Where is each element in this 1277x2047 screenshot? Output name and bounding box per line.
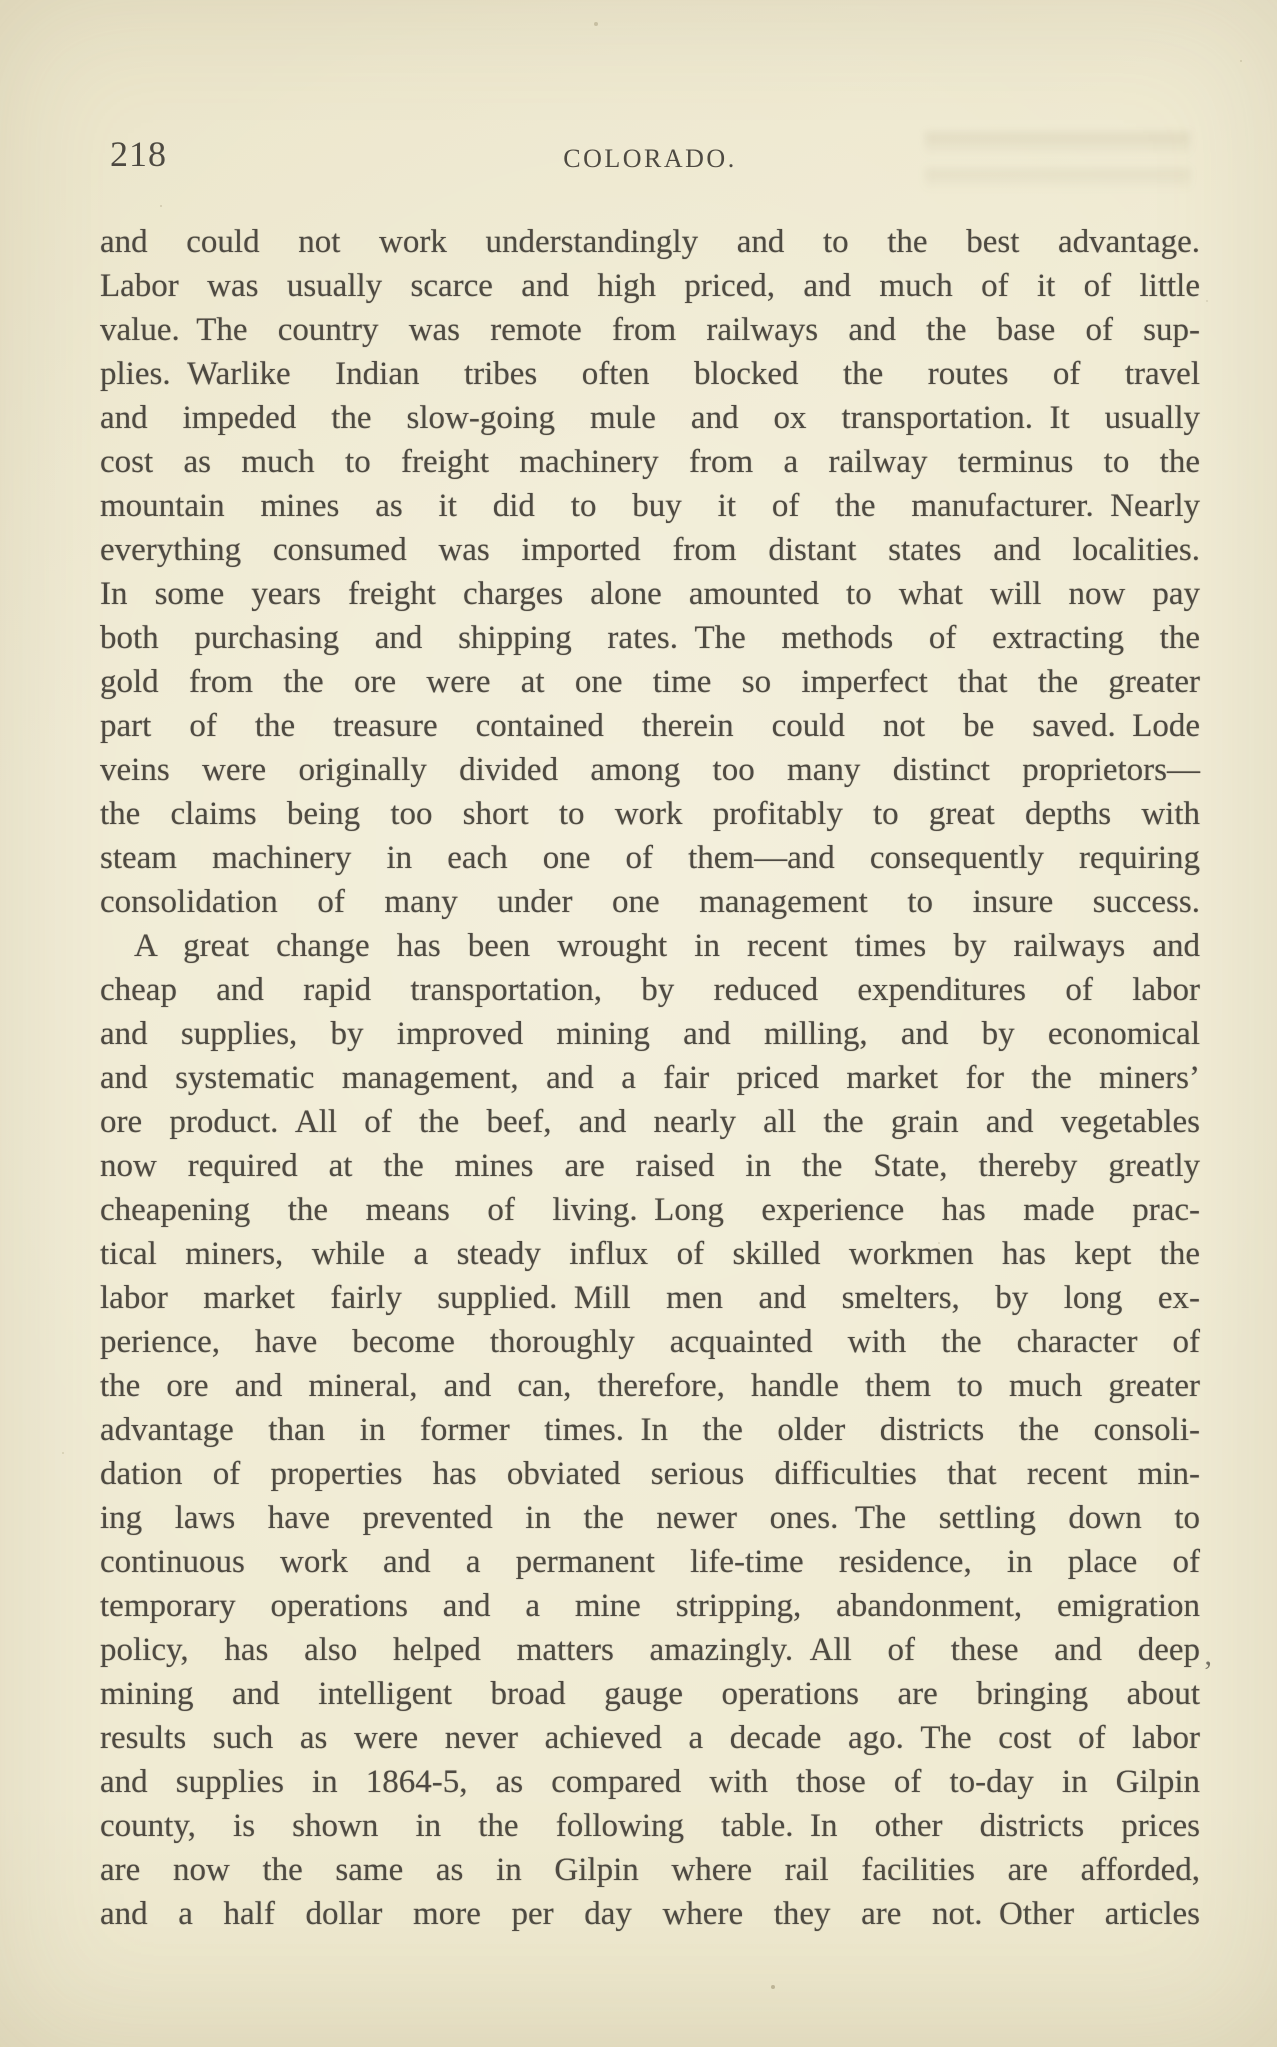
text-line: mining and intelligent broad gauge operations are bringing about (100, 1676, 1200, 1712)
text-line: labor market fairly supplied. Mill men and smelters, by long ex- (100, 1280, 1200, 1316)
text-line: and supplies, by improved mining and milling, and by economical (100, 1016, 1200, 1052)
text-block (100, 220, 1200, 1936)
text-line: Labor was usually scarce and high priced, and much of it of little (100, 268, 1200, 304)
running-head: COLORADO. (563, 144, 737, 173)
text-line: policy, has also helped matters amazingly. All of these and deep (100, 1632, 1200, 1668)
text-line: cost as much to freight machinery from a railway terminus to the (100, 444, 1200, 480)
text-line: and could not work understandingly and to the best advantage. (100, 224, 1200, 260)
text-line: and supplies in 1864-5, as compared with those of to-day in Gilpin (100, 1764, 1200, 1800)
text-line: In some years freight charges alone amounted to what will now pay (100, 576, 1200, 612)
text-line: mountain mines as it did to buy it of the manufacturer. Nearly (100, 488, 1200, 524)
text-line: dation of properties has obviated serious difficulties that recent min- (100, 1456, 1200, 1492)
text-line: A great change has been wrought in recent times by railways and (134, 928, 1200, 964)
text-line: cheap and rapid transportation, by reduced expenditures of labor (100, 972, 1200, 1008)
text-line: veins were originally divided among too many distinct proprietors— (100, 752, 1200, 788)
text-line: are now the same as in Gilpin where rail facilities are afforded, (100, 1852, 1200, 1888)
text-line: now required at the mines are raised in the State, thereby greatly (100, 1148, 1200, 1184)
stray-ink-mark: ’ (1203, 1655, 1213, 1688)
text-line: perience, have become thoroughly acquainted with the character of (100, 1324, 1200, 1360)
text-line: gold from the ore were at one time so imperfect that the greater (100, 664, 1200, 700)
text-line: continuous work and a permanent life-time residence, in place of (100, 1544, 1200, 1580)
text-line: part of the treasure contained therein could not be saved. Lode (100, 708, 1200, 744)
text-line: ore product. All of the beef, and nearly all the grain and vegetables (100, 1104, 1200, 1140)
paper-flecks (0, 0, 2, 2)
text-line: value. The country was remote from railways and the base of sup- (100, 312, 1200, 348)
text-line: cheapening the means of living. Long experience has made prac- (100, 1192, 1200, 1228)
text-line: temporary operations and a mine stripping, abandonment, emigration (100, 1588, 1200, 1624)
text-line: and impeded the slow-going mule and ox transportation. It usually (100, 400, 1200, 436)
text-line: county, is shown in the following table. In other districts prices (100, 1808, 1200, 1844)
text-line: the ore and mineral, and can, therefore, handle them to much greater (100, 1368, 1200, 1404)
text-line: everything consumed was imported from distant states and localities. (100, 532, 1200, 568)
text-line: plies. Warlike Indian tribes often blocked the routes of travel (100, 356, 1200, 392)
text-line: and systematic management, and a fair priced market for the miners’ (100, 1060, 1200, 1096)
text-line: and a half dollar more per day where they are not. Other articles (100, 1896, 1200, 1932)
text-line: tical miners, while a steady influx of skilled workmen has kept the (100, 1236, 1200, 1272)
page-number: 218 (110, 134, 167, 174)
text-line: the claims being too short to work profitably to great depths with (100, 796, 1200, 832)
text-line: advantage than in former times. In the older districts the consoli- (100, 1412, 1200, 1448)
text-line: both purchasing and shipping rates. The methods of extracting the (100, 620, 1200, 656)
text-line: consolidation of many under one management to insure success. (100, 884, 1200, 920)
text-line: steam machinery in each one of them—and consequently requiring (100, 840, 1200, 876)
text-line: results such as were never achieved a decade ago. The cost of labor (100, 1720, 1200, 1756)
text-line: ing laws have prevented in the newer ones. The settling down to (100, 1500, 1200, 1536)
